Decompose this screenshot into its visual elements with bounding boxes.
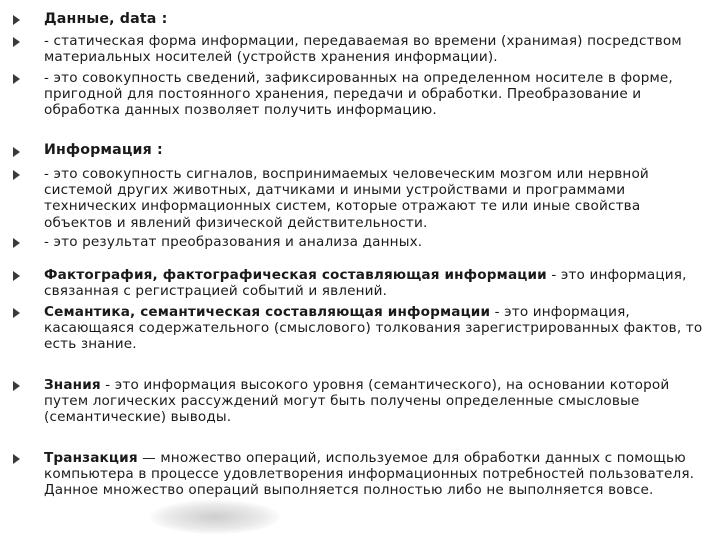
definition-text: - это информация высокого уровня (семантического), на основании которой путем логических рассуждений могут быть получены определенные смысловые (семантические) выводы. (44, 377, 670, 426)
term-transaction: Транзакция (44, 450, 138, 466)
bullet-icon (13, 74, 20, 84)
term-data: Данные, data : (44, 11, 168, 27)
definition-text: - это совокупность сигналов, воспринимаемых человеческим мозгом или нервной системой других животных, датчиками и иными устройствами и программами технических информационных систем, которые отражают те или иные свойства объектов и явлений физической действительности. (44, 166, 649, 231)
term-knowledge: Знания (44, 377, 101, 393)
bullet-icon (13, 454, 20, 464)
definition-text: - это информация, касающаяся содержательного (смыслового) толкования зарегистрированных фактов, то есть знание. (44, 304, 703, 353)
bullet-icon (13, 238, 20, 248)
bullet-item-info-def1 (44, 166, 708, 231)
bullet-item-factography (44, 267, 708, 299)
bullet-icon (13, 37, 20, 47)
definition-text: - это совокупность сведений, зафиксированных на определенном носителе в форме, пригодной для постоянного хранения, передачи и обработки. Преобразование и обработка данных позволяет получить информацию. (44, 70, 673, 119)
bullet-item-data-def1 (44, 33, 708, 65)
bullet-icon (13, 271, 20, 281)
bullet-icon (13, 170, 20, 180)
definition-text: - статическая форма информации, передаваемая во времени (хранимая) посредством материальных носителей (устройств хранения информации). (44, 33, 682, 66)
bullet-item-transaction (44, 450, 708, 499)
term-factography: Фактография, фактографическая составляющая информации (44, 267, 547, 283)
definition-text: - это информация, связанная с регистрацией событий и явлений. (44, 267, 687, 300)
bullet-icon (13, 147, 20, 157)
bullet-icon (13, 308, 20, 318)
bullet-icon (13, 381, 20, 391)
bullet-item-information (44, 142, 708, 158)
bullet-item-info-def2 (44, 234, 708, 250)
bullet-item-knowledge (44, 377, 708, 426)
term-semantics: Семантика, семантическая составляющая информации (44, 304, 491, 320)
bullet-item-data-def2 (44, 70, 708, 119)
bullet-icon (13, 15, 20, 25)
term-information: Информация : (44, 142, 163, 158)
definition-text: - это результат преобразования и анализа данных. (44, 234, 423, 250)
bullet-item-data (44, 11, 708, 27)
definition-text: — множество операций, используемое для обработки данных с помощью компьютера в процессе удовлетворения информационных потребностей пользователя. Данное множество операций выполняется полностью либо не выполняется вовсе. (44, 450, 695, 499)
overlay-smudge (150, 500, 280, 534)
bullet-item-semantics (44, 304, 708, 353)
